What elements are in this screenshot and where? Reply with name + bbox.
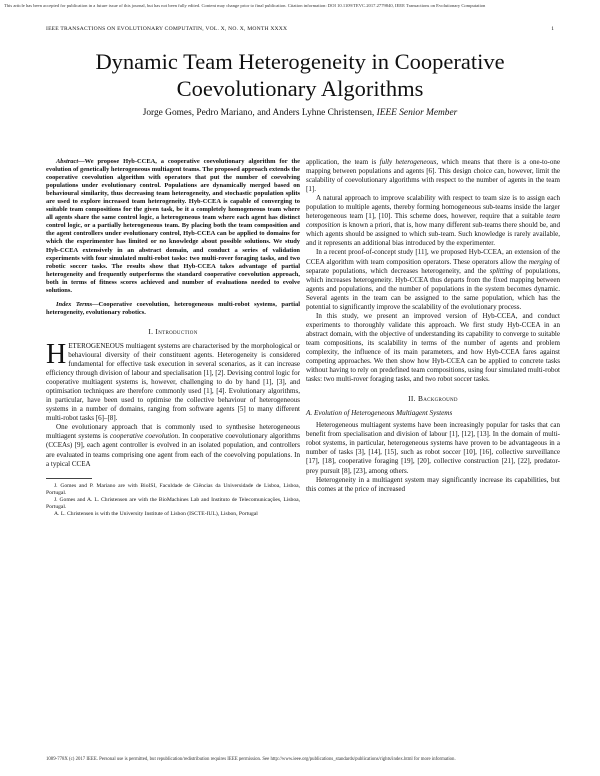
publication-notice: This article has been accepted for publication in a future issue of this journal, but has not been fully edited. Content may change prior to final publication. Citation information: DOI 10.1109/TEVC.2017.2779840, IEEE Transactions on Evolutionary Computation <box>4 3 486 8</box>
right-paragraph-2 <box>306 194 560 248</box>
section-heading-introduction: I. Introduction <box>148 326 198 336</box>
right-p2-a: A natural approach to improve scalability with respect to team size is to assign each population to multiple agents, thereby forming homogeneous sub-teams inside the larger heterogeneous team [1], [10]. This scheme does, however, require that a suitable <box>306 194 560 221</box>
intro-p2-a: One evolutionary approach that is commonly used to synthesise heterogeneous multiagent systems is <box>46 423 300 441</box>
running-head: IEEE TRANSACTIONS ON EVOLUTIONARY COMPUTATIN, VOL. X, NO. X, MONTH XXXX <box>46 26 288 32</box>
right-p3-c: of populations, which increases heterogeneity. Hyb-CCEA thus departs from the fixed mapping between agents and populations, and the number of populations in the system becomes dynamic. Several agents in the team can be assigned to the same population, which has the potential to significantly improve the scalability of the evolutionary process. <box>306 266 560 311</box>
intro-p2-emphasis: cooperative coevolution <box>109 432 179 441</box>
abstract-lead: Abstract <box>56 158 79 165</box>
index-terms-text: —Cooperative coevolution, heterogeneous multi-robot systems, partial heterogeneity, evolutionary robotics. <box>46 300 300 316</box>
intro-p1-text: ETEROGENEOUS multiagent systems are characterised by the morphological or behavioural diversity of their constituent agents. Heterogeneity is considered fundamental for effective task execution in several scenarios, as it can increase efficiency through division of labour and specialisation [1], [2]. Devising control logic for cooperative multiagent systems is, however, challenging to do by hand [1], [3], and optimisation techniques are therefore commonly used [1], [4]. Evolutionary algorithms, in particular, have been used to optimise the collective behaviour of heterogeneous systems in a number of domains, ranging from software agents [5] to many different multi-robot tasks [6]–[8]. <box>46 341 300 423</box>
index-terms-lead: Index Terms <box>56 300 93 308</box>
intro-paragraph-2 <box>46 423 300 468</box>
page-number: 1 <box>551 26 554 32</box>
index-terms <box>46 301 300 317</box>
footnote-rule <box>46 478 92 479</box>
section-heading-background: II. Background <box>408 394 458 404</box>
abstract-text: —We propose Hyb-CCEA, a cooperative coevolutionary algorithm for the evolution of genetically heterogeneous multiagent teams. The proposed approach extends the cooperative coevolution algorithm with operators that put the number of coevolving populations under evolutionary control. Populations are dynamically merged based on behavioural similarity, thus decreasing team heterogeneity, and stochastic population splits are used to explore increased team heterogeneity. Hyb-CCEA is capable of converging to suitable team compositions for the given task, be it a completely homogeneous team where all agents share the same control logic, a heterogeneous team where each agent has distinct control logic, or a partially heterogeneous team. By placing both the team composition and the agent controllers under evolutionary control, Hyb-CCEA can be applied to domains for which the experimenter has limited or no knowledge about possible solutions. We study Hyb-CCEA extensively in an abstract domain, and conduct a series of validation experiments with four simulated multi-robot tasks: two multi-rover foraging tasks, and two robotic soccer tasks. The results show that Hyb-CCEA takes advantage of partial heterogeneity and frequently outperforms the standard cooperative coevolution approach, both in terms of fitness scores achieved and number of evaluations needed to evolve solutions. <box>46 158 300 294</box>
right-p1-a: application, the team is <box>306 158 380 166</box>
page-footer <box>46 757 554 762</box>
footnote-1: J. Gomes and P. Mariano are with BioISI, Faculdade de Ciências da Universidade de Lisboa, Lisboa, Portugal. <box>46 482 300 496</box>
paper-title: Dynamic Team Heterogeneity in Cooperative Coevolutionary Algorithms <box>95 49 505 101</box>
author-names: Jorge Gomes, Pedro Mariano, and Anders Lyhne Christensen, <box>142 108 375 118</box>
right-paragraph-6: Heterogeneity in a multiagent system may significantly increase its capabilities, but this comes at the price of increased <box>306 475 560 493</box>
right-p3-a: In a recent proof-of-concept study [11], we proposed Hyb-CCEA, an extension of the CCEA algorithm with team composition operators. These operators allow the <box>306 248 560 266</box>
right-p3-emphasis-splitting: splitting <box>489 266 513 275</box>
right-p2-emphasis: team composition <box>306 212 560 230</box>
right-p1-b: , which means that there is a one-to-one mapping between populations and agents [6]. This design choice can, however, limit the scalability of coevolutionary algorithms with respect to the number of agents in the team [1]. <box>306 158 561 194</box>
drop-cap: H <box>46 338 67 370</box>
right-p3-emphasis-merging: merging <box>528 257 553 266</box>
right-p1-emphasis: fully heterogeneous <box>379 158 437 166</box>
intro-p2-b: . In cooperative coevolutionary algorithms (CCEAs) [9], each agent controller is evolved in an isolated population, and controllers are evaluated in teams comprising one agent from each of the coevolving populations. In a typical CCEA <box>46 432 300 468</box>
right-paragraph-3 <box>306 248 560 311</box>
intro-paragraph-1 <box>46 338 300 423</box>
right-p3-b: of separate populations, which decreases heterogeneity, and the <box>306 257 560 275</box>
right-paragraph-5: Heterogeneous multiagent systems have been increasingly popular for tasks that can benefit from specialisation and division of labour [1], [12], [13]. In the domain of multi-robot systems, in particular, heterogeneous systems have proven to be advantageous in a number of tasks [3], [14], [15], such as robot soccer [10], [16], collective surveillance [17], [18], cooperative foraging [19], [20], collective construction [21], [22], predator-prey pursuit [8], [23], among others. <box>306 421 560 475</box>
footer-copyright: 1089-778X (c) 2017 IEEE. Personal use is permitted, but republication/redistribution requires IEEE permission. See http://www.ieee.org/publications_standards/publications/rights/index.html for more information. <box>46 757 456 762</box>
right-paragraph-1 <box>306 158 560 194</box>
subsection-heading-evolution: A. Evolution of Heterogeneous Multiagent Systems <box>306 409 453 418</box>
footnote-2: J. Gomes and A. L. Christensen are with the BioMachines Lab and Instituto de Telecomunicações, Lisboa, Portugal. <box>46 497 300 511</box>
left-column <box>46 158 300 519</box>
right-column <box>306 158 560 494</box>
right-p2-b: is known a priori, that is, how many different sub-teams there should be, and which agents should be assigned to which sub-team. Such knowledge is rarely available, and it represents an additional bias introduced by the experimenter. <box>306 221 560 248</box>
author-role: IEEE Senior Member <box>376 108 458 118</box>
abstract <box>46 158 300 295</box>
right-paragraph-4: In this study, we present an improved version of Hyb-CCEA, and conduct experiments to thoroughly validate this approach. We first study Hyb-CCEA in an abstract domain, with the objective of understanding its capability to converge to suitable team compositions, its scalability in terms of the number of agents and problem complexity, the influence of its main parameters, and how Hyb-CCEA fares against competing approaches. We then show how Hyb-CCEA can be applied to concrete tasks without having to rely on predefined team compositions, using four simulated multi-robot tasks: two multi-rover foraging tasks, and two robot soccer tasks. <box>306 311 560 384</box>
author-line <box>40 108 560 118</box>
footnote-3: A. L. Christensen is with the University Institute of Lisbon (ISCTE-IUL), Lisbon, Portugal <box>54 511 258 518</box>
